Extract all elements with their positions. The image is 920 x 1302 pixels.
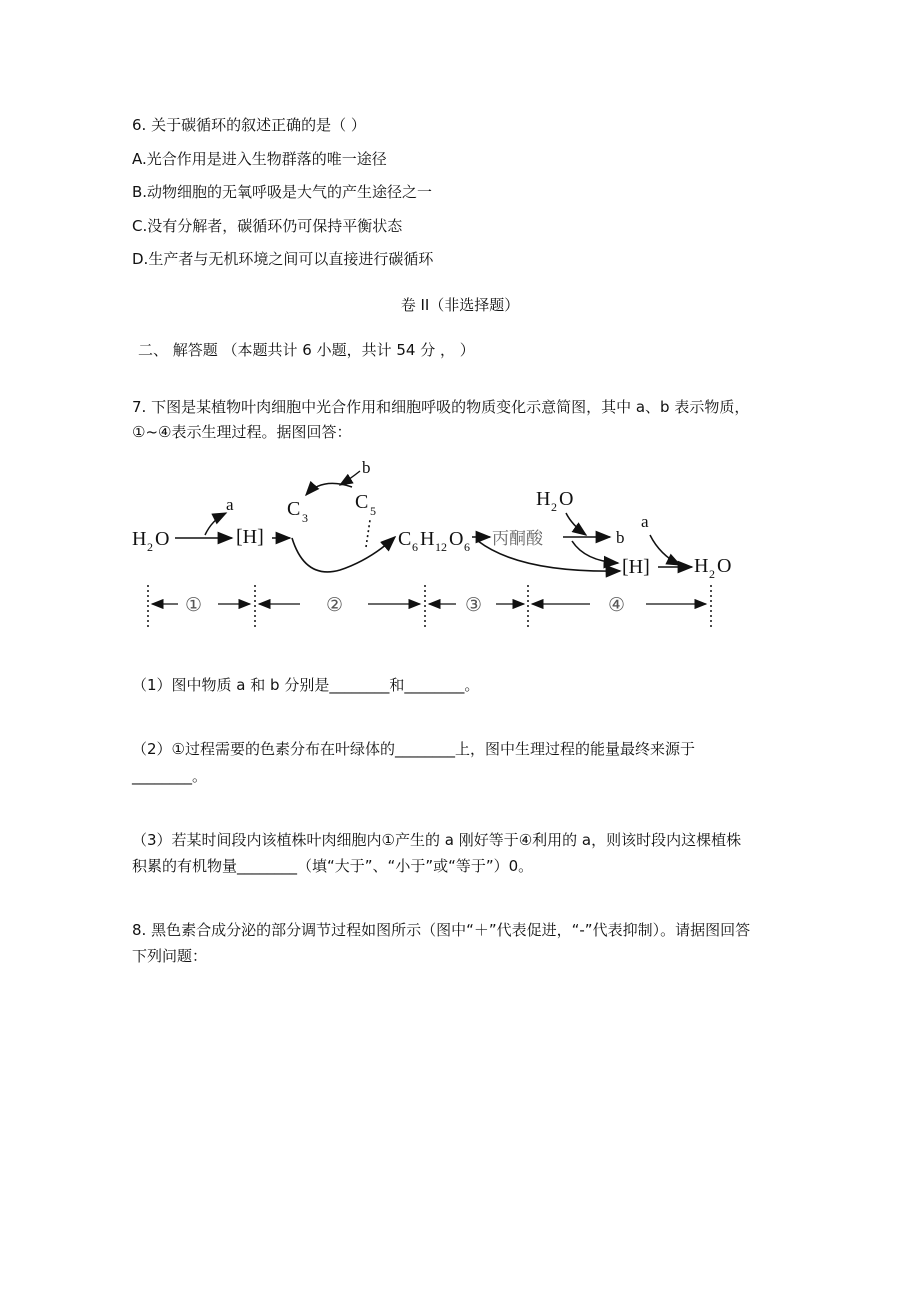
svg-text:C: C	[398, 528, 412, 550]
svg-text:2: 2	[551, 500, 557, 514]
q7-sub3-line1: （3）若某时间段内该植株叶肉细胞内①产生的 a 刚好等于④利用的 a，则该时段内这棵植株	[132, 831, 742, 849]
b-label-top: b	[362, 458, 371, 477]
svg-text:6: 6	[464, 540, 470, 554]
c3-label	[287, 498, 308, 525]
calvin-cycle-curve	[292, 537, 395, 572]
q7-stem-line1: 7. 下图是某植物叶肉细胞中光合作用和细胞呼吸的物质变化示意简图，其中 a、b 表示物质，	[132, 398, 750, 416]
h2o-right-label	[694, 555, 731, 581]
q6-option-a: A.光合作用是进入生物群落的唯一途径	[132, 150, 387, 168]
q8-stem-line1: 8. 黑色素合成分泌的部分调节过程如图所示（图中“＋”代表促进，“-”代表抑制）。请据图回答	[132, 921, 751, 939]
photosynthesis-respiration-diagram	[0, 455, 920, 635]
q7-sub3-line2: 积累的有机物量________（填“大于”、“小于”或“等于”）0。	[132, 857, 534, 875]
q6-option-b: B.动物细胞的无氧呼吸是大气的产生途径之一	[132, 183, 433, 201]
q6-option-c: C.没有分解者，碳循环仍可保持平衡状态	[132, 217, 403, 235]
pyruvate-label: 丙酮酸	[492, 529, 543, 549]
arrow-a-release	[205, 513, 226, 535]
svg-text:H: H	[536, 488, 551, 510]
a-label-1: a	[226, 495, 234, 514]
q7-stem-line2: ①~④表示生理过程。据图回答：	[132, 423, 352, 441]
svg-text:2: 2	[147, 540, 153, 554]
q7-sub2-line2: ________。	[132, 767, 208, 785]
svg-text:H: H	[132, 528, 147, 550]
h-bracket-label-2: [H]	[622, 556, 650, 578]
svg-text:C: C	[355, 491, 369, 513]
h-bracket-label: [H]	[236, 526, 264, 548]
arrow-pyruvate-to-h	[572, 541, 618, 563]
svg-text:O: O	[559, 488, 574, 510]
c5-label	[355, 491, 376, 518]
stage-2-label: ②	[326, 594, 344, 616]
dashed-to-c5	[366, 520, 370, 547]
section-title: 卷 II（非选择题）	[400, 296, 520, 314]
svg-text:O: O	[717, 555, 732, 577]
stage-4-label: ④	[608, 594, 626, 616]
svg-text:O: O	[449, 528, 464, 550]
svg-text:5: 5	[370, 504, 376, 518]
q8-stem-line2: 下列问题：	[132, 947, 208, 965]
q6-option-d: D.生产者与无机环境之间可以直接进行碳循环	[132, 250, 434, 268]
arrow-h2o-mid-in	[566, 513, 586, 535]
svg-text:C: C	[287, 498, 301, 520]
svg-text:H: H	[694, 555, 709, 577]
svg-text:6: 6	[412, 540, 418, 554]
section-heading: 二、 解答题 （本题共计 6 小题，共计 54 分 ， ）	[138, 341, 475, 359]
q6-stem: 6. 关于碳循环的叙述正确的是（ ）	[132, 116, 366, 134]
h2o-left-label	[132, 528, 169, 554]
glucose-label	[398, 528, 470, 554]
arrow-a-consume	[650, 535, 680, 565]
stage-1-label: ①	[185, 594, 203, 616]
b-label-right: b	[616, 528, 625, 547]
svg-text:H: H	[420, 528, 435, 550]
svg-text:12: 12	[435, 540, 447, 554]
arrow-b-input	[340, 471, 360, 485]
svg-text:2: 2	[709, 567, 715, 581]
svg-text:3: 3	[302, 511, 308, 525]
q7-sub2-line1: （2）①过程需要的色素分布在叶绿体的________上，图中生理过程的能量最终来源于	[132, 740, 695, 758]
q7-sub1: （1）图中物质 a 和 b 分别是________和________。	[132, 676, 480, 694]
a-label-2: a	[641, 512, 649, 531]
arrow-c5-to-c3	[306, 483, 352, 495]
h2o-mid-label	[536, 488, 573, 514]
svg-text:O: O	[155, 528, 170, 550]
stage-3-label: ③	[465, 594, 483, 616]
